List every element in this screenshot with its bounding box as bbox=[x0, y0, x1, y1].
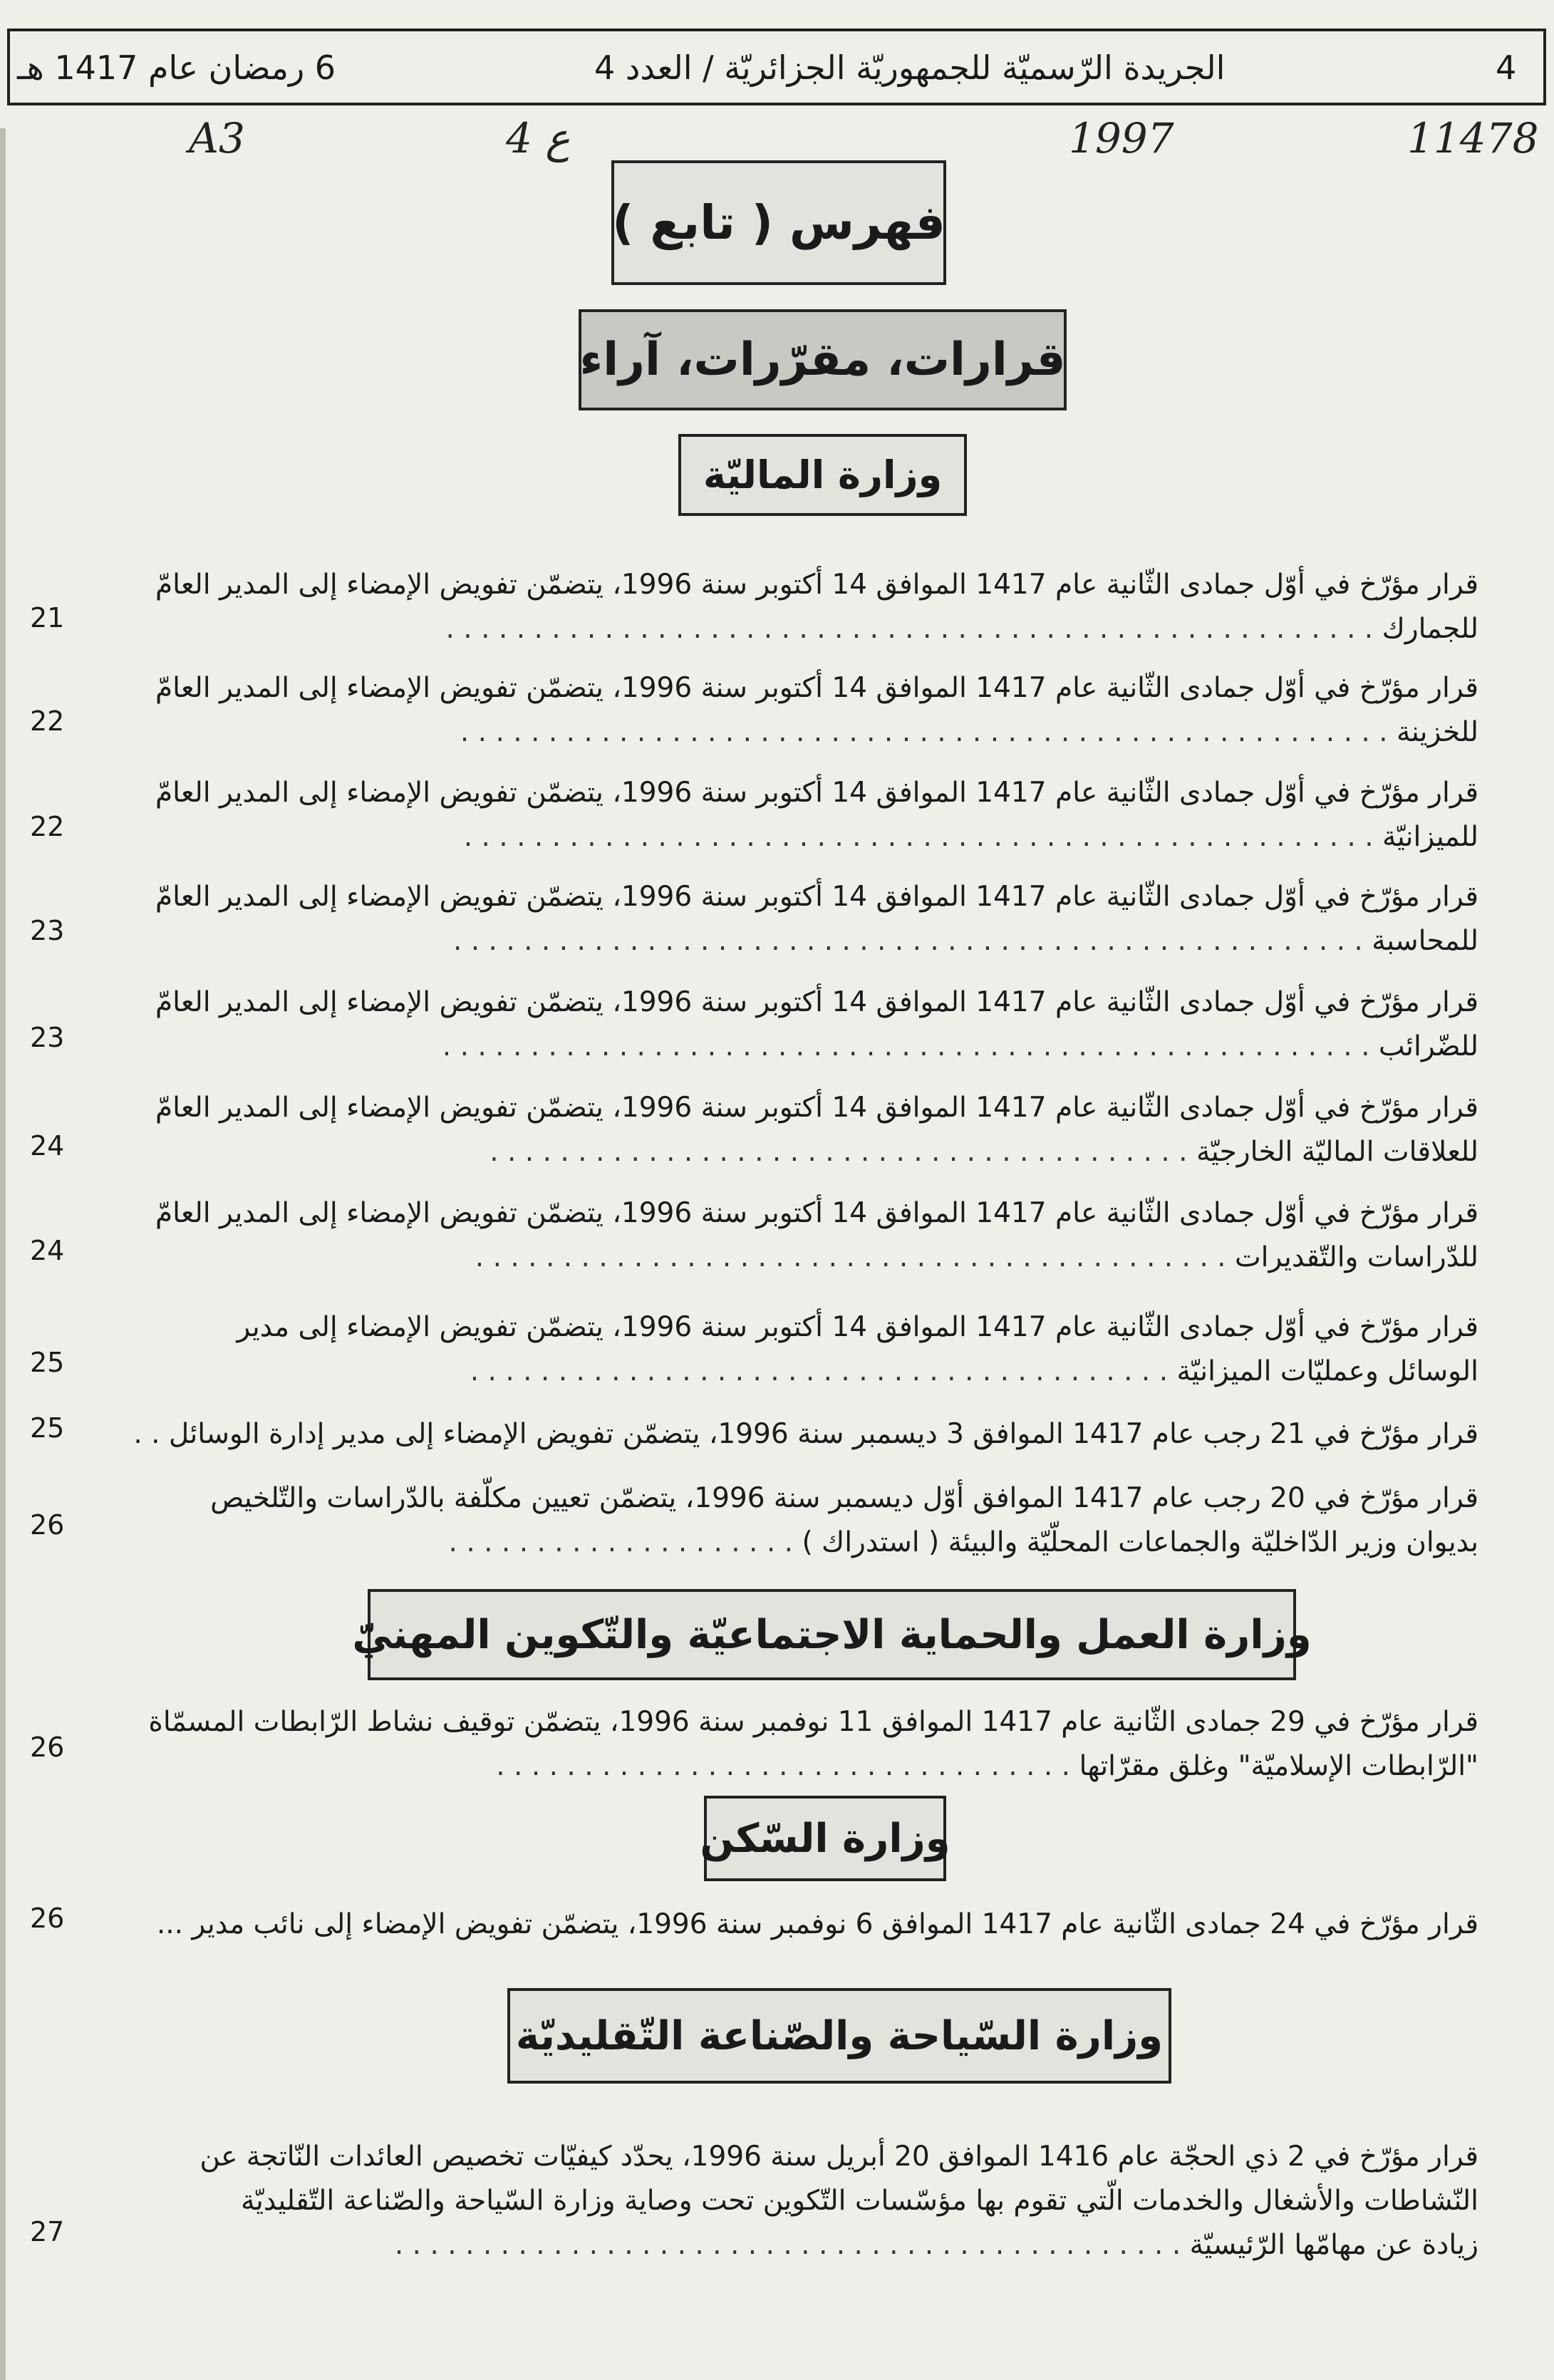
index-entry bbox=[121, 2135, 1478, 2267]
entry-line: قرار مؤرّخ في 24 جمادى الثّانية عام 1417 الموافق 6 نوفمبر سنة 1996، يتضمّن تفويض الإمضاء إلى نائب مدير ... bbox=[156, 1908, 1478, 1940]
section-title-box bbox=[579, 309, 1067, 410]
entry-page-number: 25 bbox=[30, 1347, 65, 1378]
ministry-labor-box bbox=[352, 1589, 1312, 1680]
entry-page-number: 24 bbox=[30, 1235, 65, 1266]
handwriting-issue: ع 4 bbox=[506, 114, 570, 162]
index-title: فهرس ( تابع ) bbox=[612, 195, 946, 250]
entry-line: قرار مؤرّخ في 29 جمادى الثّانية عام 1417 الموافق 11 نوفمبر سنة 1996، يتضمّن توقيف نشاط الرّابطات المسمّاة bbox=[148, 1706, 1478, 1738]
entry-line: قرار مؤرّخ في أوّل جمادى الثّانية عام 1417 الموافق 14 أكتوبر سنة 1996، يتضمّن تفويض الإمضاء إلى المدير العامّ bbox=[155, 777, 1478, 809]
entry-line: قرار مؤرّخ في 2 ذي الحجّة عام 1416 الموافق 20 أبريل سنة 1996، يحدّد كيفيّات تخصيص العائدات النّاتجة عن bbox=[200, 2141, 1478, 2173]
entry-line: للمحاسبة bbox=[1372, 925, 1478, 957]
dot-leader: . . . . . . . . . . . . . . . . . . . . . . . . . . . . . . . . . . . . . . . . . . . . . . . . . . . . . bbox=[445, 613, 1374, 645]
ministry-tourism: وزارة السّياحة والصّناعة التّقليديّة bbox=[515, 2012, 1164, 2059]
index-entry bbox=[121, 563, 1478, 651]
handwriting-ref: 11478 bbox=[1407, 114, 1539, 162]
entry-page-number: 26 bbox=[30, 1509, 65, 1541]
handwriting-year: 1997 bbox=[1069, 114, 1174, 162]
page-number: 4 bbox=[1496, 48, 1517, 87]
entry-line: الوسائل وعمليّات الميزانيّة bbox=[1176, 1355, 1478, 1387]
section-title: قرارات، مقرّرات، آراء bbox=[579, 333, 1066, 386]
entry-line: بديوان وزير الدّاخليّة والجماعات المحلّيّة والبيئة ( استدراك ) bbox=[802, 1526, 1478, 1558]
entry-line: للجمارك bbox=[1382, 613, 1478, 645]
entry-page-number: 22 bbox=[30, 811, 65, 842]
index-entry bbox=[121, 1191, 1478, 1280]
scan-residue bbox=[0, 128, 6, 2380]
index-entry bbox=[121, 1305, 1478, 1394]
entry-line: قرار مؤرّخ في أوّل جمادى الثّانية عام 1417 الموافق 14 أكتوبر سنة 1996، يتضمّن تفويض الإمضاء إلى المدير العامّ bbox=[155, 1092, 1478, 1124]
index-entry bbox=[121, 1903, 1478, 1947]
page-header bbox=[7, 29, 1546, 105]
entry-line: قرار مؤرّخ في أوّل جمادى الثّانية عام 1417 الموافق 14 أكتوبر سنة 1996، يتضمّن تفويض الإمضاء إلى المدير العامّ bbox=[155, 881, 1478, 913]
ministry-finance-box bbox=[678, 434, 967, 516]
entry-line: للعلاقات الماليّة الخارجيّة bbox=[1196, 1136, 1478, 1168]
ministry-finance: وزارة الماليّة bbox=[703, 452, 943, 497]
entry-page-number: 27 bbox=[30, 2216, 65, 2247]
handwriting-a3: A3 bbox=[189, 114, 245, 162]
index-entry bbox=[121, 1476, 1478, 1565]
entry-line: زيادة عن مهامّها الرّئيسيّة bbox=[1189, 2229, 1478, 2261]
dot-leader: . . . . . . . . . . . . . . . . . . . . bbox=[448, 1526, 794, 1558]
dot-leader: . . . . . . . . . . . . . . . . . . . . . . . . . . . . . . . . . bbox=[496, 1750, 1071, 1782]
gazette-title: الجريدة الرّسميّة للجمهوريّة الجزائريّة / العدد 4 bbox=[594, 48, 1226, 87]
ministry-labor: وزارة العمل والحماية الاجتماعيّة والتّكوين المهنيّ bbox=[352, 1611, 1312, 1658]
entry-page-number: 24 bbox=[30, 1130, 65, 1161]
index-title-box bbox=[611, 160, 946, 285]
dot-leader: . . . . . . . . . . . . . . . . . . . . . . . . . . . . . . . . . . . . . . . . . . . . . bbox=[394, 2229, 1181, 2261]
entry-line: للميزانيّة bbox=[1382, 821, 1478, 853]
dot-leader: . . . . . . . . . . . . . . . . . . . . . . . . . . . . . . . . . . . . . . . . bbox=[489, 1136, 1188, 1168]
entry-line: "الرّابطات الإسلاميّة" وغلق مقرّاتها bbox=[1079, 1750, 1478, 1782]
entry-line: قرار مؤرّخ في أوّل جمادى الثّانية عام 1417 الموافق 14 أكتوبر سنة 1996، يتضمّن تفويض الإمضاء إلى المدير العامّ bbox=[155, 672, 1478, 704]
entry-line: قرار مؤرّخ في أوّل جمادى الثّانية عام 1417 الموافق 14 أكتوبر سنة 1996، يتضمّن تفويض الإمضاء إلى المدير العامّ bbox=[155, 1197, 1478, 1229]
entry-line: قرار مؤرّخ في 21 رجب عام 1417 الموافق 3 ديسمبر سنة 1996، يتضمّن تفويض الإمضاء إلى مدير إدارة الوسائل . . bbox=[133, 1418, 1478, 1450]
entry-line: للضّرائب bbox=[1378, 1030, 1478, 1062]
ministry-housing-box bbox=[700, 1796, 950, 1881]
entry-page-number: 23 bbox=[30, 915, 65, 946]
entry-line: النّشاطات والأشغال والخدمات الّتي تقوم بها مؤسّسات التّكوين تحت وصاية وزارة السّياحة والصّناعة التّقليديّة bbox=[241, 2185, 1478, 2217]
dot-leader: . . . . . . . . . . . . . . . . . . . . . . . . . . . . . . . . . . . . . . . . . . . . . . . . . . . . . bbox=[460, 716, 1388, 748]
dot-leader: . . . . . . . . . . . . . . . . . . . . . . . . . . . . . . . . . . . . . . . . . . . . . . . . . . . . . bbox=[442, 1030, 1370, 1062]
dot-leader: . . . . . . . . . . . . . . . . . . . . . . . . . . . . . . . . . . . . . . . . bbox=[470, 1355, 1169, 1387]
index-entry bbox=[121, 666, 1478, 755]
index-entry bbox=[121, 1700, 1478, 1789]
index-entry bbox=[121, 981, 1478, 1069]
entry-page-number: 21 bbox=[30, 602, 65, 633]
index-entry bbox=[121, 875, 1478, 963]
entry-line: قرار مؤرّخ في أوّل جمادى الثّانية عام 1417 الموافق 14 أكتوبر سنة 1996، يتضمّن تفويض الإمضاء إلى مدير bbox=[237, 1311, 1478, 1343]
entry-line: للخزينة bbox=[1396, 716, 1478, 748]
entry-page-number: 25 bbox=[30, 1412, 65, 1444]
ministry-tourism-box bbox=[507, 1988, 1171, 2084]
entry-page-number: 23 bbox=[30, 1022, 65, 1053]
dot-leader: . . . . . . . . . . . . . . . . . . . . . . . . . . . . . . . . . . . . . . . . . . . . . . . . . . . . bbox=[463, 821, 1374, 853]
entry-line: قرار مؤرّخ في أوّل جمادى الثّانية عام 1417 الموافق 14 أكتوبر سنة 1996، يتضمّن تفويض الإمضاء إلى المدير العامّ bbox=[155, 986, 1478, 1018]
index-entry bbox=[121, 1412, 1478, 1457]
entry-line: للدّراسات والتّقديرات bbox=[1234, 1241, 1478, 1273]
ministry-housing: وزارة السّكن bbox=[700, 1815, 950, 1862]
index-entry bbox=[121, 1086, 1478, 1174]
dot-leader: . . . . . . . . . . . . . . . . . . . . . . . . . . . . . . . . . . . . . . . . . . . bbox=[475, 1241, 1226, 1273]
issue-date: 6 رمضان عام 1417 هـ bbox=[17, 48, 336, 87]
dot-leader: . . . . . . . . . . . . . . . . . . . . . . . . . . . . . . . . . . . . . . . . . . . . . . . . . . . . bbox=[452, 925, 1363, 957]
entry-line: قرار مؤرّخ في أوّل جمادى الثّانية عام 1417 الموافق 14 أكتوبر سنة 1996، يتضمّن تفويض الإمضاء إلى المدير العامّ bbox=[155, 569, 1478, 601]
entry-line: قرار مؤرّخ في 20 رجب عام 1417 الموافق أوّل ديسمبر سنة 1996، يتضمّن تعيين مكلّفة بالدّراسات والتّلخيص bbox=[210, 1482, 1478, 1514]
entry-page-number: 22 bbox=[30, 705, 65, 737]
entry-page-number: 26 bbox=[30, 1732, 65, 1763]
index-entry bbox=[121, 771, 1478, 859]
entry-page-number: 26 bbox=[30, 1903, 65, 1934]
